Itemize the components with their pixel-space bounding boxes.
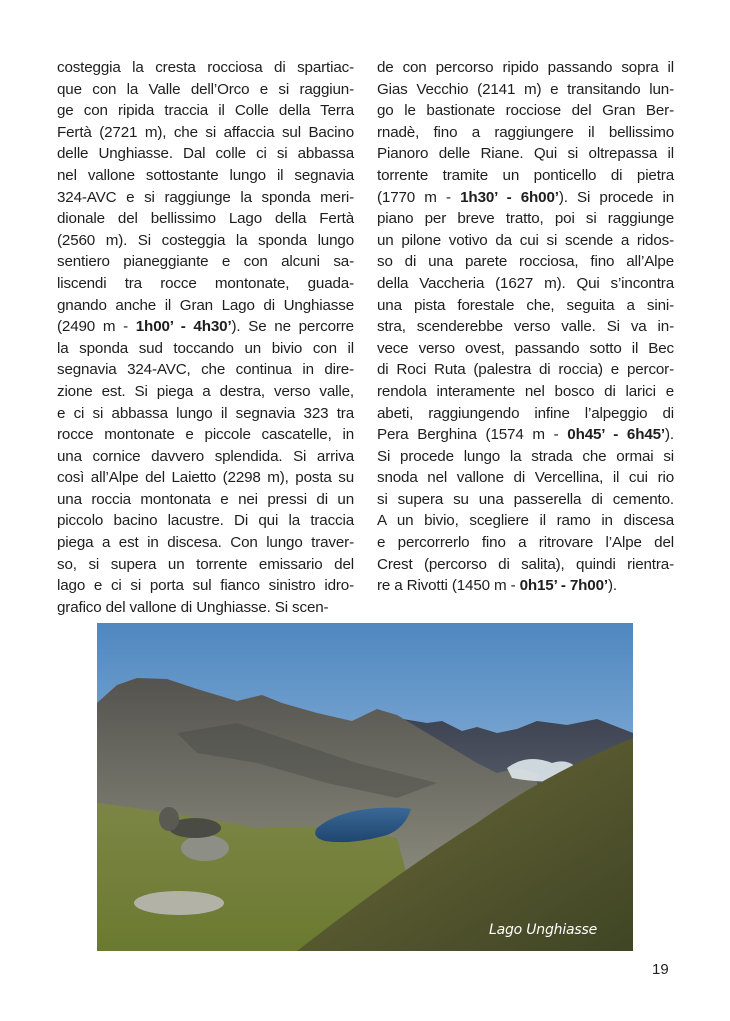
text-line: [57, 510, 354, 532]
photo-caption: Lago Unghiasse: [488, 922, 597, 938]
text-line: [377, 187, 674, 209]
text-line: [377, 316, 674, 338]
text-segment: 324-AVC e si raggiunge la sponda meri-: [57, 188, 354, 206]
text-segment: snoda nel vallone di Vercellina, il cui rio: [377, 469, 674, 487]
text-line: [377, 532, 674, 554]
text-line: [57, 79, 354, 101]
text-segment: ).: [607, 577, 617, 595]
text-line: [377, 554, 674, 576]
text-segment: della Vaccheria (1627 m). Qui s’incontra: [377, 274, 674, 292]
text-segment: zione est. Si piega a destra, verso valle,: [57, 382, 354, 400]
text-line: [377, 100, 674, 122]
text-segment: piano per breve tratto, poi si raggiunge: [377, 210, 674, 228]
text-segment: una cornice davvero splendida. Si arriva: [57, 447, 354, 465]
text-line: [377, 165, 674, 187]
text-line: [377, 424, 674, 446]
text-segment: costeggia la cresta rocciosa di spartiac-: [57, 59, 354, 76]
text-segment: stra, scenderebbe verso valle. Si va in-: [377, 318, 674, 336]
text-segment: (2490 m -: [57, 318, 136, 336]
text-line: [377, 575, 674, 597]
text-line: [57, 597, 354, 619]
text-line: [377, 273, 674, 295]
text-segment: Pera Berghina (1574 m -: [377, 426, 568, 444]
text-segment: Gias Vecchio (2141 m) e transitando lun-: [377, 80, 674, 98]
text-segment: nel vallone sottostante lungo il segnavia: [57, 166, 354, 184]
text-segment: so di una parete rocciosa, fino all’Alpe: [377, 253, 674, 271]
text-segment: piccolo bacino lacustre. Di qui la traccia: [57, 512, 354, 530]
text-segment: de con percorso ripido passando sopra il: [377, 59, 674, 76]
text-segment: go le bastionate rocciose del Gran Ber-: [377, 102, 674, 120]
rock: [181, 835, 229, 861]
text-segment: que con la Valle dell’Orco e si raggiun-: [57, 80, 354, 98]
text-segment: una pista forestale che, seguita a sini-: [377, 296, 674, 314]
text-line: [57, 251, 354, 273]
text-line: [377, 359, 674, 381]
rock: [159, 807, 179, 831]
text-segment: una roccia montonata e nei pressi di un: [57, 490, 354, 508]
text-segment: di Roci Ruta (palestra di roccia) e percor-: [377, 361, 674, 379]
text-line: [377, 79, 674, 101]
text-line: [57, 295, 354, 317]
text-segment: Si procede lungo la strada che ormai si: [377, 447, 674, 465]
text-segment: rendola interamente nel bosco di larici e: [377, 382, 674, 400]
text-line: [377, 381, 674, 403]
text-segment: rnadè, fino a raggiungere il bellissimo: [377, 123, 674, 141]
text-column-right: [377, 57, 674, 597]
text-segment: ).: [665, 426, 674, 444]
text-segment: la sponda sud toccando un bivio con il: [57, 339, 354, 357]
text-line: [377, 57, 674, 79]
text-segment: lago e ci si porta sul fianco sinistro idro-: [57, 577, 354, 595]
text-segment: e percorrerlo fino a ritrovare l’Alpe del: [377, 534, 674, 552]
text-segment: (1770 m -: [377, 188, 461, 206]
text-line: [57, 57, 354, 79]
text-line: [57, 489, 354, 511]
text-segment: delle Unghiasse. Dal colle ci si abbassa: [57, 145, 354, 163]
text-segment: e ci si abbassa lungo il segnavia 323 tra: [57, 404, 354, 422]
text-segment: torrente tramite un ponticello di pietra: [377, 166, 674, 184]
text-segment: rocce montonate e piccole cascatelle, in: [57, 426, 354, 444]
text-segment: si supera su una passerella di cemento.: [377, 490, 674, 508]
text-segment: un pilone votivo da cui si scende a ridos-: [377, 231, 674, 249]
text-segment: ). Si procede in: [558, 188, 674, 206]
text-line: [57, 143, 354, 165]
text-line: [57, 403, 354, 425]
text-segment: abeti, raggiungendo infine l’alpeggio di: [377, 404, 674, 422]
text-line: [377, 251, 674, 273]
text-column-left: [57, 57, 354, 618]
time-highlight: 0h45’ - 6h45’: [567, 426, 666, 444]
text-line: [377, 338, 674, 360]
text-line: [57, 165, 354, 187]
text-segment: piega a est in discesa. Con lungo traver-: [57, 534, 354, 552]
text-segment: gnando anche il Gran Lago di Unghiasse: [57, 296, 354, 314]
text-line: [377, 295, 674, 317]
text-segment: ge con ripida traccia il Colle della Terra: [57, 102, 354, 120]
text-line: [377, 143, 674, 165]
photo-illustration: [97, 623, 633, 951]
text-segment: così all’Alpe del Laietto (2298 m), posta su: [57, 469, 354, 487]
text-line: [377, 403, 674, 425]
time-highlight: 1h30’ - 6h00’: [460, 188, 559, 206]
text-segment: segnavia 324-AVC, che continua in dire-: [57, 361, 354, 379]
landscape-photo: [97, 623, 633, 951]
text-line: [57, 467, 354, 489]
text-line: [57, 446, 354, 468]
text-segment: Crest (percorso di salita), quindi rientra-: [377, 555, 674, 573]
text-segment: dionale del bellissimo Lago della Fertà: [57, 210, 354, 228]
text-line: [57, 208, 354, 230]
text-line: [57, 381, 354, 403]
text-line: [377, 446, 674, 468]
text-line: [57, 187, 354, 209]
text-segment: sentiero pianeggiante e con alcuni sa-: [57, 253, 354, 271]
text-line: [57, 532, 354, 554]
text-line: [57, 273, 354, 295]
text-line: [377, 230, 674, 252]
text-segment: re a Rivotti (1450 m -: [377, 577, 520, 595]
text-segment: (2560 m). Si costeggia la sponda lungo: [57, 231, 354, 249]
page-number: 19: [652, 961, 669, 978]
text-segment: liscendi tra rocce montonate, guada-: [57, 274, 354, 292]
time-highlight: 0h15’ - 7h00’: [519, 577, 608, 595]
text-segment: grafico del vallone di Unghiasse. Si scen-: [57, 598, 329, 616]
text-line: [377, 489, 674, 511]
text-line: [377, 122, 674, 144]
text-line: [377, 208, 674, 230]
text-line: [57, 575, 354, 597]
rock: [134, 891, 224, 915]
text-segment: A un bivio, scegliere il ramo in discesa: [377, 512, 674, 530]
text-line: [57, 424, 354, 446]
time-highlight: 1h00’ - 4h30’: [135, 318, 232, 336]
text-line: [57, 554, 354, 576]
text-line: [57, 100, 354, 122]
text-line: [377, 510, 674, 532]
text-line: [57, 359, 354, 381]
text-segment: Pianoro delle Riane. Qui si oltrepassa il: [377, 145, 674, 163]
text-line: [57, 230, 354, 252]
text-line: [57, 122, 354, 144]
text-segment: ). Se ne percorre: [231, 318, 354, 336]
text-line: [57, 316, 354, 338]
text-segment: so, si supera un torrente emissario del: [57, 555, 354, 573]
text-line: [377, 467, 674, 489]
text-line: [57, 338, 354, 360]
text-segment: vece verso ovest, passando sotto il Bec: [377, 339, 674, 357]
text-segment: Fertà (2721 m), che si affaccia sul Bacino: [57, 123, 354, 141]
